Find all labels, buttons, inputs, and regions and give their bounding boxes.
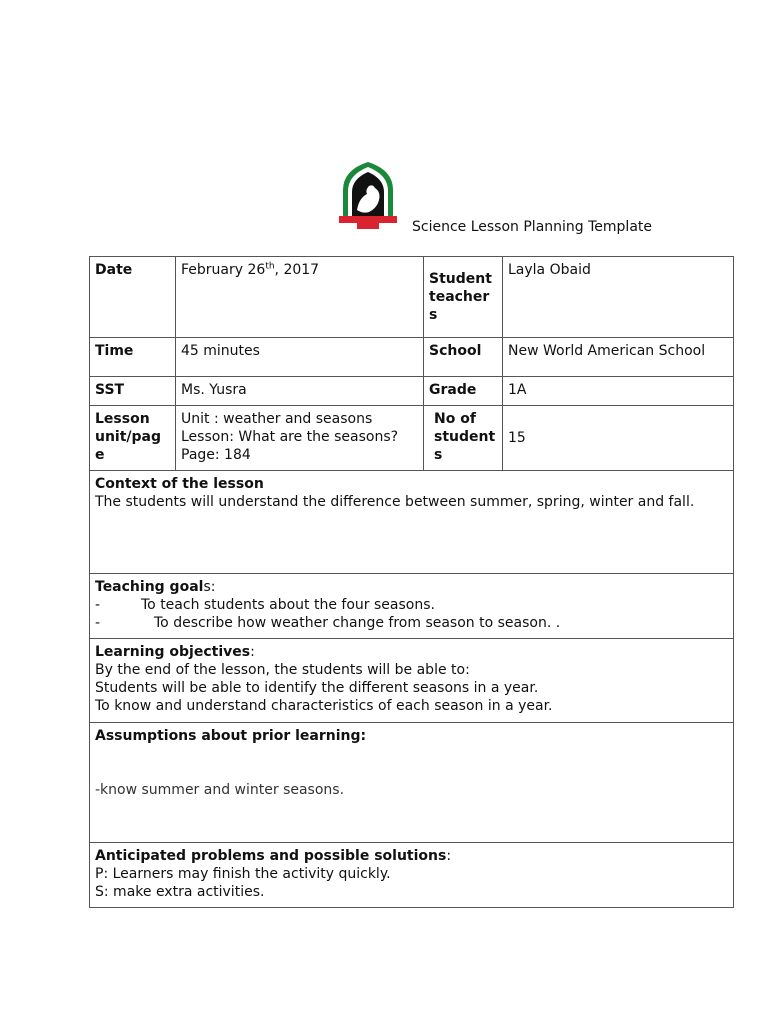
- school-value: New World American School: [503, 338, 734, 377]
- student-teachers-value: Layla Obaid: [503, 257, 734, 338]
- date-day: February 26: [181, 262, 266, 278]
- time-value: 45 minutes: [176, 338, 424, 377]
- table-row: [90, 338, 734, 377]
- objective-line-2: Students will be able to identify the different seasons in a year.: [95, 680, 539, 696]
- goal-text: To teach students about the four seasons.: [141, 597, 435, 613]
- lesson-page: Page: 184: [181, 447, 251, 463]
- context-text: The students will understand the difference between summer, spring, winter and fall.: [95, 494, 695, 510]
- sst-label: SST: [90, 377, 176, 406]
- problems-heading: Anticipated problems and possible solutions: [95, 848, 447, 864]
- prior-learning-section: [90, 723, 734, 843]
- date-value: [176, 257, 424, 338]
- grade-label: Grade: [424, 377, 503, 406]
- school-emblem-logo: [337, 160, 399, 232]
- learning-objectives-heading-line: [95, 643, 728, 661]
- teaching-goals-section: [90, 574, 734, 639]
- lesson-details: [176, 406, 424, 471]
- document-title: Science Lesson Planning Template: [412, 219, 653, 235]
- teaching-goals-heading-line: [95, 578, 728, 596]
- spacer: [95, 745, 728, 781]
- lesson-unit: Unit : weather and seasons: [181, 411, 373, 427]
- objective-line-3: To know and understand characteristics of each season in a year.: [95, 698, 553, 714]
- date-year: , 2017: [274, 262, 320, 278]
- table-row: [90, 471, 734, 574]
- bullet-dash: -: [95, 615, 101, 631]
- context-heading: Context of the lesson: [95, 476, 264, 492]
- students-count-label: No of student s: [424, 406, 503, 471]
- lesson-label: Lesson unit/pag e: [90, 406, 176, 471]
- teaching-goals-heading: Teaching goal: [95, 579, 204, 595]
- bullet-dash: -: [95, 597, 101, 613]
- problem-text: P: Learners may finish the activity quickly.: [95, 866, 391, 882]
- prior-learning-text: -know summer and winter seasons.: [95, 782, 345, 798]
- lesson-plan-table: [89, 256, 734, 908]
- problems-heading-suffix: :: [446, 848, 452, 864]
- context-section: [90, 471, 734, 574]
- table-row: [90, 574, 734, 639]
- learning-objectives-section: [90, 639, 734, 723]
- table-row: [90, 406, 734, 471]
- teaching-goal-1: [95, 596, 728, 614]
- table-row: [90, 843, 734, 908]
- problems-heading-line: [95, 847, 728, 865]
- grade-value: 1A: [503, 377, 734, 406]
- date-suffix: th: [265, 261, 275, 272]
- lesson-name: Lesson: What are the seasons?: [181, 429, 399, 445]
- sst-value: Ms. Yusra: [176, 377, 424, 406]
- table-row: [90, 377, 734, 406]
- prior-learning-heading: Assumptions about prior learning:: [95, 728, 367, 744]
- objective-line-1: By the end of the lesson, the students will be able to:: [95, 662, 470, 678]
- teaching-goal-2: [95, 614, 728, 632]
- date-label: Date: [90, 257, 176, 338]
- problems-section: [90, 843, 734, 908]
- table-row: [90, 723, 734, 843]
- learning-objectives-heading-suffix: :: [250, 644, 255, 660]
- learning-objectives-heading: Learning objectives: [95, 644, 251, 660]
- students-count-value: 15: [503, 406, 734, 471]
- emblem-red-base: [339, 216, 397, 223]
- student-teachers-label: Student teacher s: [424, 257, 503, 338]
- time-label: Time: [90, 338, 176, 377]
- table-row: [90, 257, 734, 338]
- solution-text: S: make extra activities.: [95, 884, 265, 900]
- goal-text: To describe how weather change from season to season. .: [154, 615, 561, 631]
- table-row: [90, 639, 734, 723]
- school-label: School: [424, 338, 503, 377]
- emblem-red-book: [357, 223, 379, 229]
- teaching-goals-heading-suffix: s:: [203, 579, 216, 595]
